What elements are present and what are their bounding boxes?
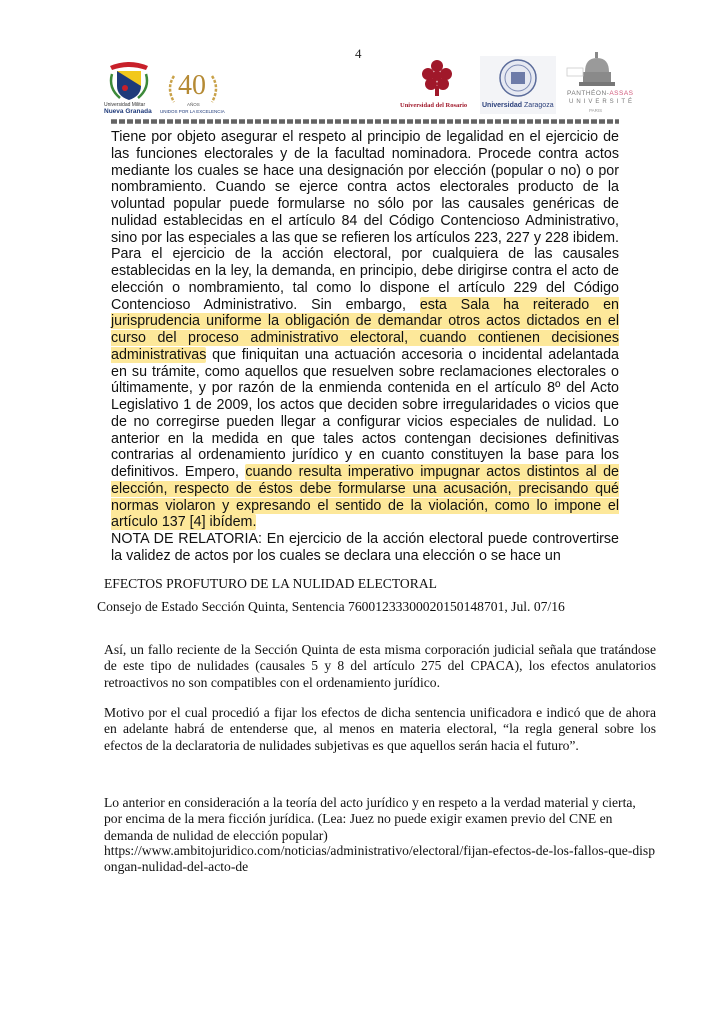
- excerpt-text: Tiene por objeto asegurar el respeto al principio de legalidad en el ejercicio de las funciones electorales y de la facultad nominadora. Procede contra actos mediante los cuales se hace una designación por elección (popular o no) o por nombramiento. Cuando se ejerce contra actos electorales producto de la voluntad popular puede formularse no sólo por las causales genéricas de nulidad establecidas en el artículo 84 del Código Contencioso Administrativo, sino por las especiales a las que se refieren los artículos 223, 227 y 228 ibidem. Para el ejercicio de la acción electoral, por cualquiera de las causales establecidas en la ley, la demanda, en principio, debe dirigirse contra el acto de elección o nombramiento, tal como lo dispone el artículo 229 del Código Contencioso Administrativo. Sin embargo,: [111, 129, 619, 313]
- case-citation: Consejo de Estado Sección Quinta, Sentencia 76001233300020150148701, Jul. 07/16: [97, 599, 565, 614]
- source-link[interactable]: https://www.ambitojuridico.com/noticias/administrativo/electoral/fijan-efectos-de-los-fallos-que-dispongan-nulidad-del-acto-de: [104, 843, 656, 875]
- section-heading: EFECTOS PROFUTURO DE LA NULIDAD ELECTORAL: [104, 576, 437, 591]
- excerpt-highlight: cuando resulta imperativo impugnar actos distintos al de elección, respecto de éstos debe formularse una acusación, precisando qué normas violaron y expresando el sentido de la violación, como lo impone el artículo 137 [4] ibídem.: [111, 464, 619, 531]
- logo-caption-bold: Universidad: [482, 102, 523, 109]
- body-paragraph: Lo anterior en consideración a la teoría del acto jurídico y en respeto a la verdad material y cierta, por encima de la mera ficción jurídica. (Lea: Juez no puede exigir examen previo del CNE en demanda de nulidad de elección popular): [104, 795, 636, 843]
- logo-40-anos: [160, 72, 226, 118]
- logo-caption: Universidad Militar: [104, 102, 146, 108]
- logo-pantheon-assas: PANTHÉON-ASSAS UNIVERSITÉ PARIS: [563, 52, 631, 114]
- embedded-excerpt-image: [111, 120, 619, 564]
- page-number: 4: [355, 46, 362, 61]
- body-paragraph: Motivo por el cual procedió a fijar los efectos de dicha sentencia unificadora e indicó que de ahora en adelante habrá de entenderse que, al menos en materia electoral, “la regla general sobre los efectos de la declaratoria de nulidades subjetivas es que aquellos serán hacia el futuro”.: [104, 705, 656, 753]
- body-paragraph: Así, un fallo reciente de la Sección Quinta de esta misma corporación judicial señala que tratándose de este tipo de nulidades (causales 5 y 8 del artículo 275 del CPACA), los efectos anulatorios retroactivos no son compatibles con el ordenamiento jurídico.: [104, 642, 656, 690]
- logo-universidad-zaragoza: [480, 56, 556, 114]
- logo-caption: UNIDOS POR LA EXCELENCIA: [160, 109, 225, 114]
- logo-caption: Nueva Granada: [104, 108, 152, 115]
- logo-caption: UNIVERSITÉ: [569, 99, 636, 105]
- shield-icon: [104, 60, 154, 102]
- logo-universidad-militar-nueva-granada: [104, 60, 154, 118]
- logo-caption: PARIS: [589, 108, 603, 113]
- rosario-emblem-icon: [398, 56, 476, 100]
- logo-caption: AÑOS: [187, 102, 200, 107]
- excerpt-note: NOTA DE RELATORIA: En ejercicio de la acción electoral puede controvertirse la validez de actos por los cuales se declara una elección o se hace un: [111, 531, 619, 564]
- logo-40-number: 40: [178, 70, 206, 101]
- logo-caption: Zaragoza: [522, 102, 554, 109]
- cut-text-line: [111, 119, 619, 124]
- excerpt-paragraph: [111, 129, 619, 531]
- zaragoza-seal-icon: [480, 56, 556, 100]
- pantheon-dome-icon: [563, 52, 631, 88]
- logo-caption: Universidad del Rosario: [400, 102, 468, 109]
- excerpt-highlight: esta Sala ha reiterado en jurisprudencia uniforme la obligación de demandar otros actos dictados en el curso del proceso administrativo electoral, cuando contienen decisiones administrativas: [111, 296, 619, 363]
- logo-universidad-del-rosario: [398, 56, 476, 114]
- excerpt-text: que finiquitan una actuación accesoria o incidental adelantada en su trámite, como aquellos que resuelven sobre reclamaciones electorales o últimamente, y por razón de la enmienda contenida en el artículo 8º del Acto Legislativo 1 de 2009, los actos que deciden sobre irregularidades o vicios que de no corregirse pueden llegar a configurar vicios especiales de nulidad. Lo anterior en la medida en que tales actos contengan decisiones definitivas contrarias al ordenamiento jurídico y en cuanto constituyen la base para los definitivos. Empero,: [111, 346, 619, 480]
